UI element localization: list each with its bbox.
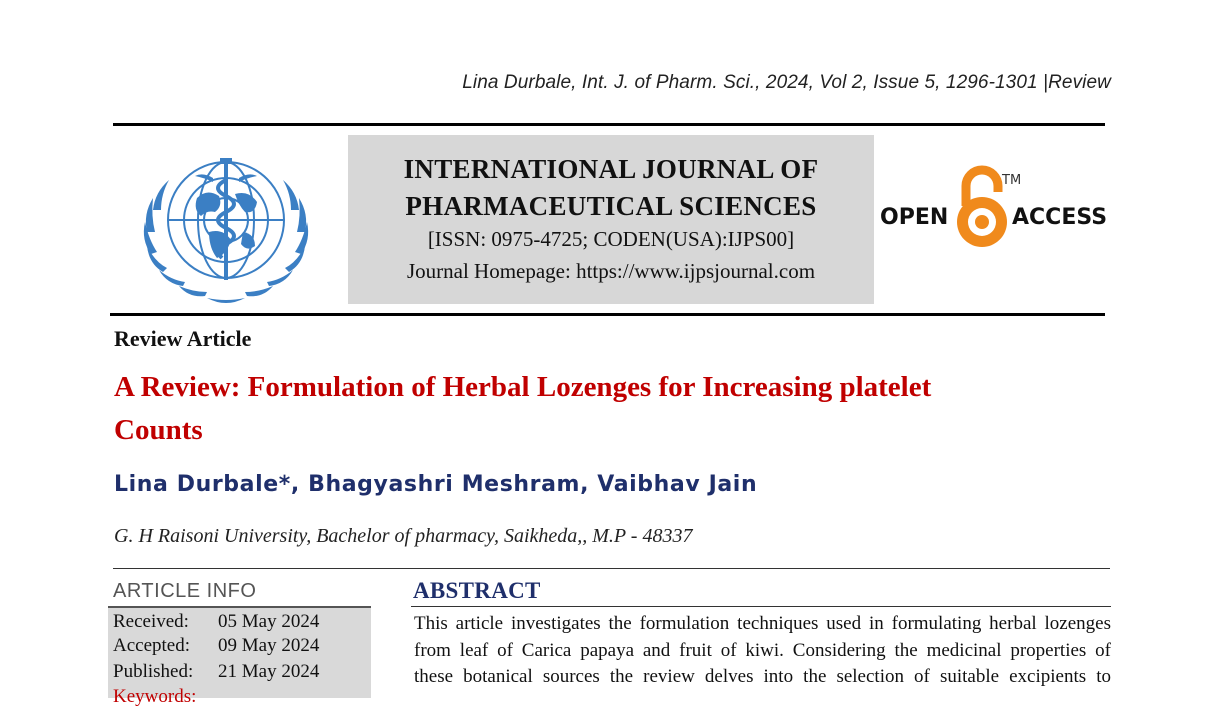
received-row <box>113 611 319 633</box>
accepted-label: Accepted: <box>113 635 191 656</box>
journal-title-line: INTERNATIONAL JOURNAL OF <box>403 154 819 184</box>
article-title-line: A Review: Formulation of Herbal Lozenges for Increasing platelet <box>114 371 932 403</box>
abstract-body <box>414 611 1111 691</box>
header-top-rule <box>113 123 1105 126</box>
keywords-label: Keywords: <box>113 686 197 707</box>
article-type: Review Article <box>114 326 252 351</box>
open-access-right-text: ACCESS <box>1012 205 1108 230</box>
abstract-line: these botanical sources the review delves into the selection of suitable excipients to <box>414 666 1111 687</box>
abstract-rule <box>411 606 1111 607</box>
abstract-heading: ABSTRACT <box>413 578 541 603</box>
open-access-logo <box>878 162 1110 254</box>
abstract-line: This article investigates the formulation techniques used in formulating herbal lozenges <box>414 613 1111 634</box>
received-date: 05 May 2024 <box>218 611 320 632</box>
received-label: Received: <box>113 611 189 632</box>
running-head: Lina Durbale, Int. J. of Pharm. Sci., 2024, Vol 2, Issue 5, 1296-1301 |Review <box>462 72 1111 93</box>
published-label: Published: <box>113 661 194 682</box>
published-date: 21 May 2024 <box>218 661 320 682</box>
accepted-date: 09 May 2024 <box>218 635 320 656</box>
article-title-line: Counts <box>114 414 203 446</box>
published-row <box>113 661 319 683</box>
article-title <box>114 366 1074 452</box>
journal-emblem-logo <box>127 140 325 306</box>
journal-title-line: PHARMACEUTICAL SCIENCES <box>405 191 817 221</box>
header-bottom-rule <box>110 313 1105 316</box>
journal-issn: [ISSN: 0975-4725; CODEN(USA):IJPS00] <box>427 227 795 251</box>
open-access-left-text: OPEN <box>880 205 949 230</box>
open-access-tm: TM <box>1002 173 1022 188</box>
author-list: Lina Durbale*, Bhagyashri Meshram, Vaibhav Jain <box>114 472 758 497</box>
open-lock-icon <box>957 170 1007 247</box>
article-info-heading: ARTICLE INFO <box>113 580 257 602</box>
section-divider <box>113 568 1110 569</box>
journal-homepage: Journal Homepage: https://www.ijpsjournal.com <box>406 259 816 283</box>
abstract-line: from leaf of Carica papaya and fruit of kiwi. Considering the medicinal properties of <box>414 639 1111 661</box>
journal-title <box>348 151 874 225</box>
author-affiliation: G. H Raisoni University, Bachelor of pharmacy, Saikheda,, M.P - 48337 <box>114 525 693 547</box>
accepted-row <box>113 635 319 657</box>
